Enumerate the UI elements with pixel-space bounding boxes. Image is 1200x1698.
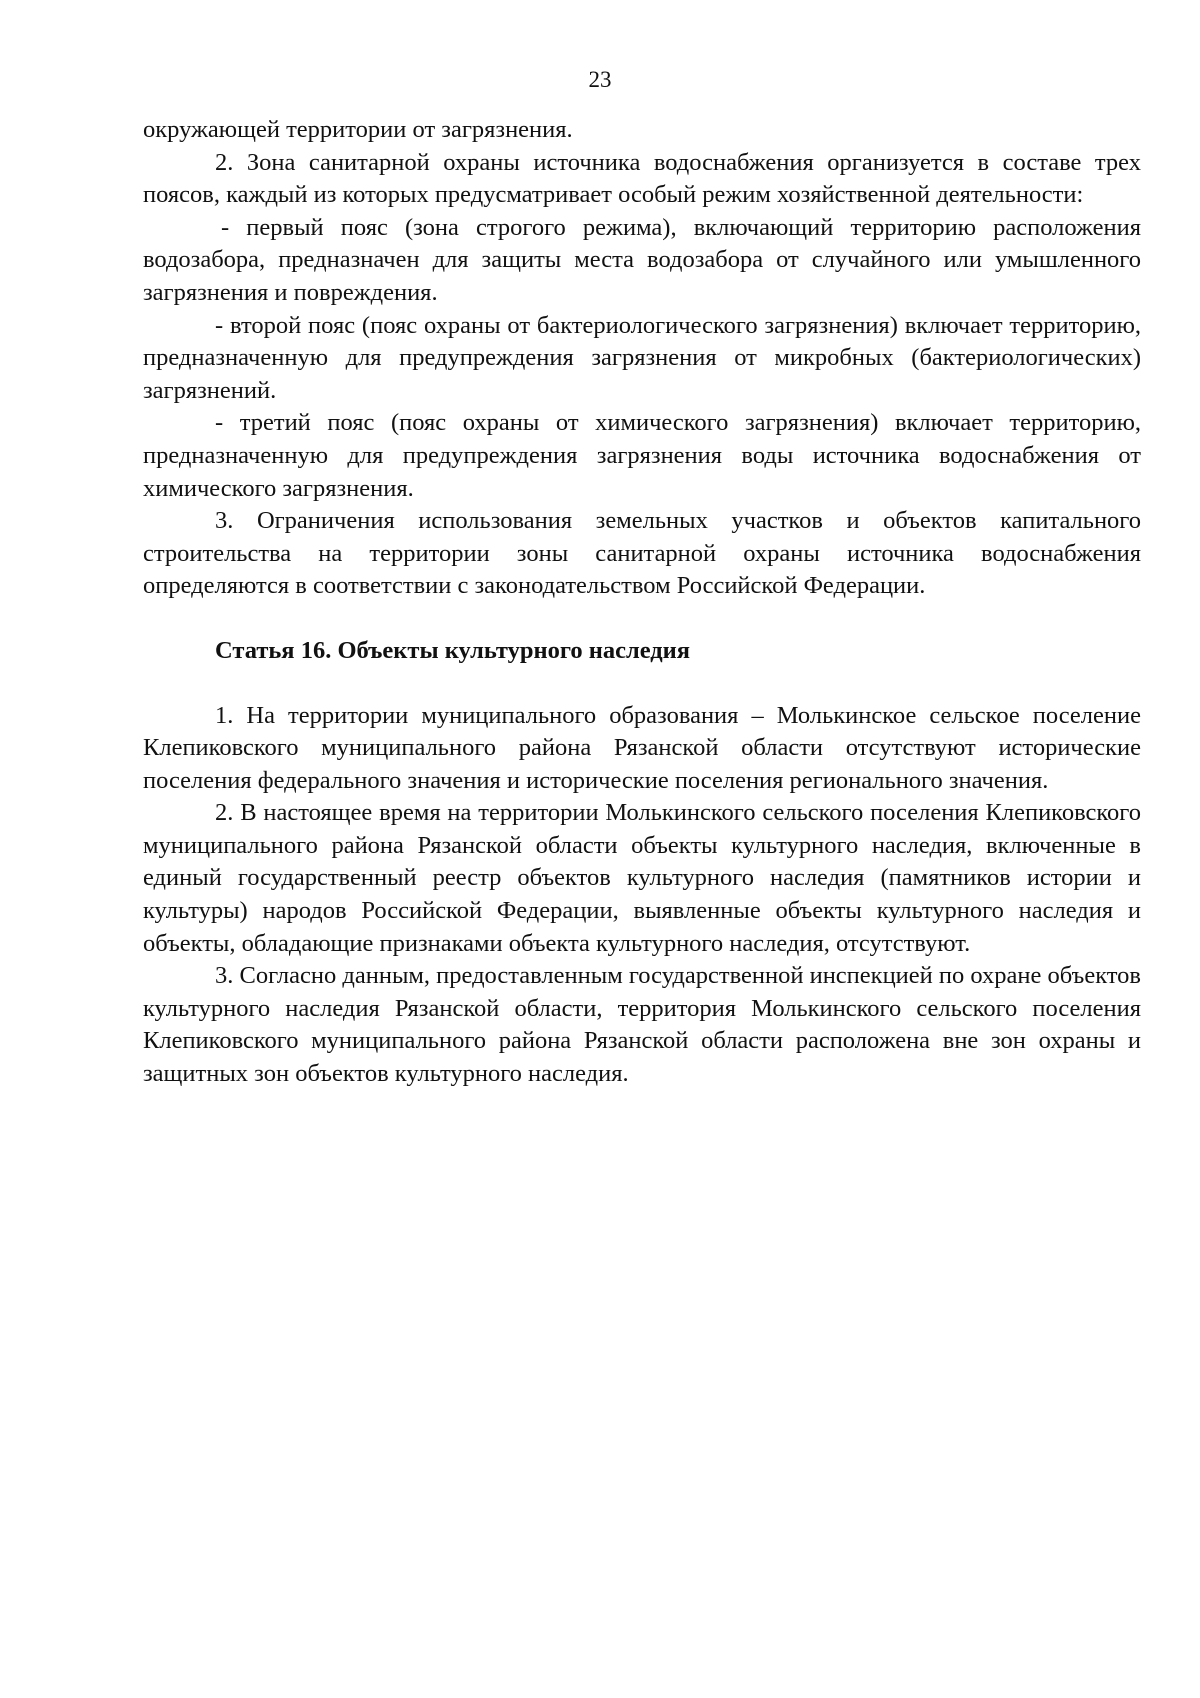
paragraph-heritage-objects: 2. В настоящее время на территории Молькинского сельского поселения Клепиковского муниципального района Рязанской области объекты культурного наследия, включенные в единый государственный реестр объектов культурного наследия (памятников истории и культуры) народов Российской Федерации, выявленные объекты культурного наследия и объекты, обладающие признаками объекта культурного наследия, отсутствуют. — [143, 799, 1141, 957]
paragraph-protection-zones: 3. Согласно данным, предоставленным государственной инспекцией по охране объектов культурного наследия Рязанской области, территория Молькинского сельского поселения Клепиковского муниципального района Рязанской области расположена вне зон охраны и защитных зон объектов культурного наследия. — [143, 962, 1141, 1088]
paragraph-second-belt: - второй пояс (пояс охраны от бактериологического загрязнения) включает территорию, предназначенную для предупреждения загрязнения от микробных (бактериологических) загрязнений. — [143, 311, 1141, 404]
document-body — [143, 114, 1141, 1091]
paragraph-third-belt: - третий пояс (пояс охраны от химического загрязнения) включает территорию, предназначенную для предупреждения загрязнения воды источника водоснабжения от химического загрязнения. — [143, 409, 1141, 502]
paragraph-first-belt: - первый пояс (зона строгого режима), включающий территорию расположения водозабора, предназначен для защиты места водозабора от случайного или умышленного загрязнения и повреждения. — [143, 213, 1141, 306]
paragraph-historic-settlements: 1. На территории муниципального образования – Молькинское сельское поселение Клепиковского муниципального района Рязанской области отсутствуют исторические поселения федерального значения и исторические поселения регионального значения. — [143, 701, 1141, 794]
paragraph-restrictions: 3. Ограничения использования земельных участков и объектов капитального строительства на территории зоны санитарной охраны источника водоснабжения определяются в соответствии с законодательством Российской Федерации. — [143, 507, 1141, 600]
article-heading: Статья 16. Объекты культурного наследия — [215, 636, 691, 664]
paragraph-continuation: окружающей территории от загрязнения. — [143, 116, 573, 143]
page-number: 23 — [588, 67, 612, 92]
paragraph-sanitary-zone: 2. Зона санитарной охраны источника водоснабжения организуется в составе трех поясов, каждый из которых предусматривает особый режим хозяйственной деятельности: — [143, 148, 1141, 209]
